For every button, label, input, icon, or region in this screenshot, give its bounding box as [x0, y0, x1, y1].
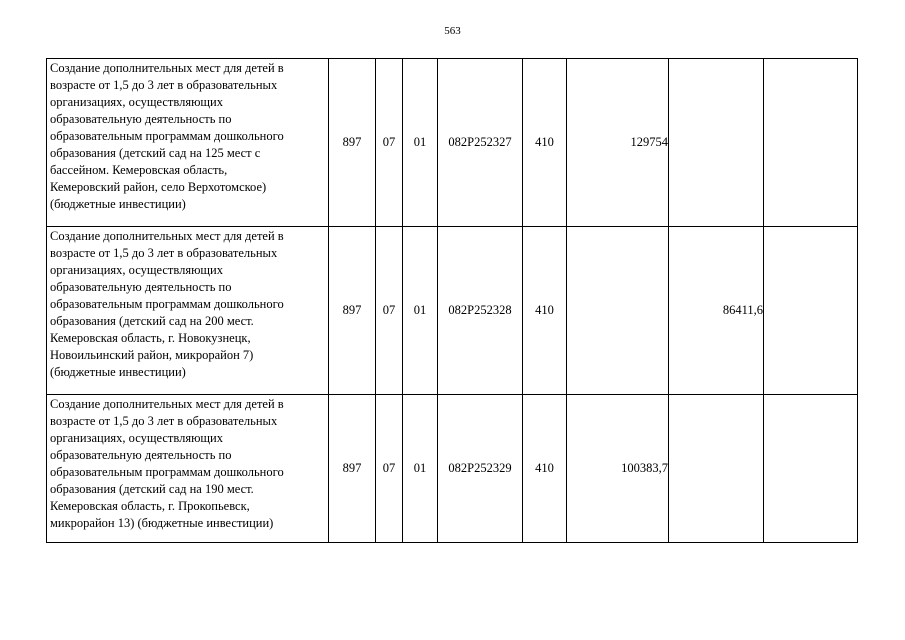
amount-year-2	[669, 59, 764, 227]
subsection-code: 01	[403, 59, 438, 227]
expense-type-code: 410	[523, 227, 567, 395]
amount-year-3	[764, 395, 858, 543]
page-number: 563	[444, 25, 461, 37]
section-code: 07	[376, 59, 403, 227]
section-code: 07	[376, 227, 403, 395]
table-row	[47, 395, 858, 543]
amount-year-1: 100383,7	[567, 395, 669, 543]
expense-description: Создание дополнительных мест для детей в возрасте от 1,5 до 3 лет в образовательных организациях, осуществляющих образовательную деятельность по образовательным программам дошкольного образования (детский сад на 190 мест. Кемеровская область, г. Прокопьевск, микрорайон 13) (бюджетные инвестиции)	[47, 395, 329, 543]
amount-year-2	[669, 395, 764, 543]
budget-table	[46, 58, 858, 543]
amount-year-1	[567, 227, 669, 395]
subsection-code: 01	[403, 395, 438, 543]
amount-year-3	[764, 59, 858, 227]
ministry-code: 897	[329, 395, 376, 543]
expense-type-code: 410	[523, 59, 567, 227]
ministry-code: 897	[329, 59, 376, 227]
target-article-code: 082P252328	[438, 227, 523, 395]
expense-type-code: 410	[523, 395, 567, 543]
ministry-code: 897	[329, 227, 376, 395]
target-article-code: 082P252327	[438, 59, 523, 227]
table-row	[47, 59, 858, 227]
amount-year-3	[764, 227, 858, 395]
table-row	[47, 227, 858, 395]
amount-year-1: 129754	[567, 59, 669, 227]
section-code: 07	[376, 395, 403, 543]
expense-description: Создание дополнительных мест для детей в возрасте от 1,5 до 3 лет в образовательных организациях, осуществляющих образовательную деятельность по образовательным программам дошкольного образования (детский сад на 200 мест. Кемеровская область, г. Новокузнецк, Новоильинский район, микрорайон 7) (бюджетные инвестиции)	[47, 227, 329, 395]
subsection-code: 01	[403, 227, 438, 395]
expense-description: Создание дополнительных мест для детей в возрасте от 1,5 до 3 лет в образовательных организациях, осуществляющих образовательную деятельность по образовательным программам дошкольного образования (детский сад на 125 мест с бассейном. Кемеровская область, Кемеровский район, село Верхотомское) (бюджетные инвестиции)	[47, 59, 329, 227]
amount-year-2: 86411,6	[669, 227, 764, 395]
target-article-code: 082P252329	[438, 395, 523, 543]
